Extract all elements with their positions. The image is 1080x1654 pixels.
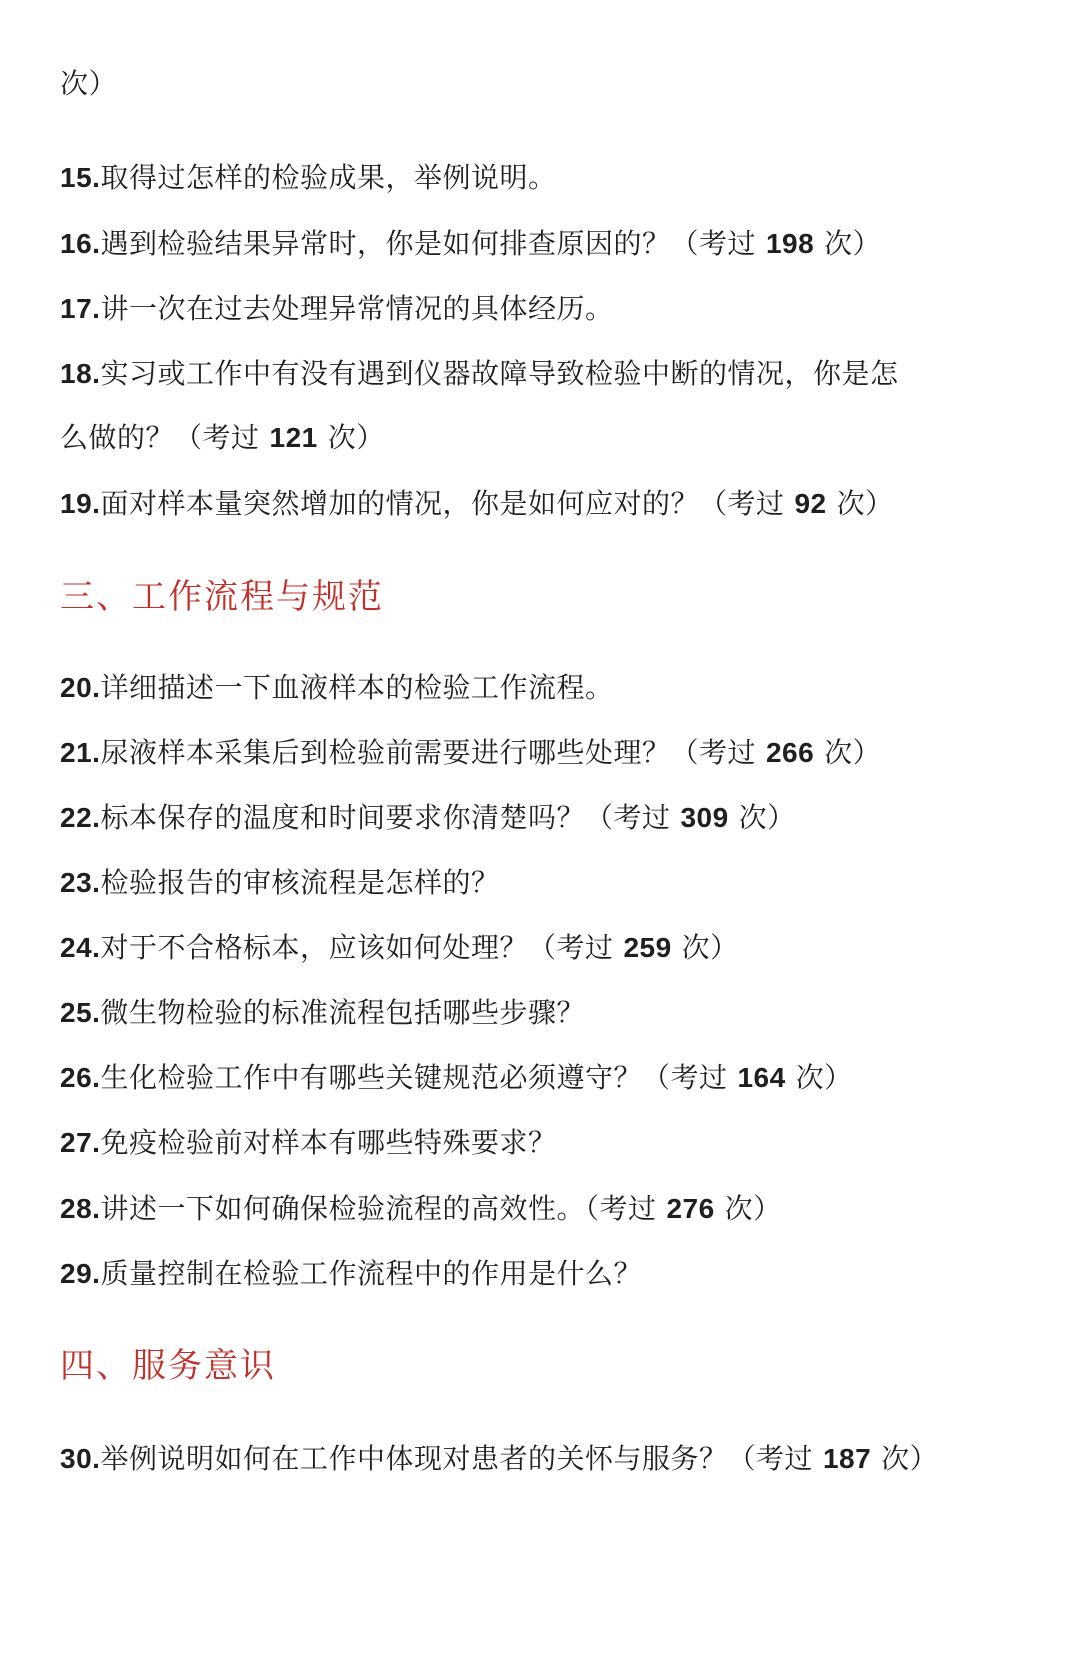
question-23	[60, 863, 1040, 903]
question-number: 26.	[60, 1062, 101, 1093]
exam-count: 92	[794, 488, 827, 519]
question-text: 实习或工作中有没有遇到仪器故障导致检验中断的情况，你是怎	[100, 357, 899, 390]
question-text: 微生物检验的标准流程包括哪些步骤？	[100, 996, 585, 1029]
question-25	[60, 993, 1040, 1033]
question-24	[60, 928, 1040, 968]
question-19	[60, 484, 1040, 524]
question-text: 免疫检验前对样本有哪些特殊要求？	[100, 1126, 557, 1159]
question-number: 25.	[60, 997, 101, 1028]
exam-count-tail: 次）	[836, 487, 894, 520]
question-number: 24.	[60, 932, 101, 963]
question-17	[60, 289, 1040, 329]
exam-count: 198	[765, 228, 815, 259]
question-text: 标本保存的温度和时间要求你清楚吗？（考过	[100, 801, 671, 834]
question-29	[60, 1254, 1040, 1294]
question-text: 取得过怎样的检验成果，举例说明。	[100, 161, 557, 194]
exam-count-tail: 次）	[824, 736, 882, 769]
question-text: 详细描述一下血液样本的检验工作流程。	[100, 671, 614, 704]
question-text: 遇到检验结果异常时，你是如何排查原因的？（考过	[100, 227, 756, 260]
exam-count: 276	[666, 1193, 715, 1224]
question-text: 讲述一下如何确保检验流程的高效性。（考过	[100, 1192, 657, 1225]
question-text: 生化检验工作中有哪些关键规范必须遵守？（考过	[100, 1061, 728, 1094]
question-number: 20.	[60, 672, 101, 703]
exam-count-tail: 次）	[327, 421, 385, 454]
exam-count: 187	[822, 1443, 872, 1474]
exam-count: 309	[680, 802, 729, 833]
question-text: 举例说明如何在工作中体现对患者的关怀与服务？（考过	[100, 1442, 813, 1475]
exam-count-tail: 次）	[724, 1192, 782, 1225]
question-text: 么做的？（考过	[60, 421, 260, 454]
question-number: 19.	[60, 488, 101, 519]
question-20	[60, 668, 1040, 708]
continuation-text	[60, 64, 1040, 104]
question-number: 23.	[60, 867, 101, 898]
question-28	[60, 1189, 1040, 1229]
question-number: 30.	[60, 1443, 101, 1474]
question-16	[60, 224, 1040, 264]
question-26	[60, 1058, 1040, 1098]
question-text: 尿液样本采集后到检验前需要进行哪些处理？（考过	[100, 736, 756, 769]
continuation-label: 次）	[60, 67, 118, 100]
question-22	[60, 798, 1040, 838]
question-number: 21.	[60, 737, 101, 768]
question-text: 对于不合格标本，应该如何处理？（考过	[100, 931, 614, 964]
question-number: 18.	[60, 358, 101, 389]
section-heading-3: 三、工作流程与规范	[60, 577, 384, 617]
question-18-continued	[60, 418, 1040, 458]
exam-count: 164	[737, 1062, 786, 1093]
section-heading-4: 四、服务意识	[60, 1346, 276, 1386]
question-27	[60, 1123, 1040, 1163]
question-18	[60, 354, 1040, 394]
exam-count-tail: 次）	[681, 931, 739, 964]
question-number: 15.	[60, 162, 101, 193]
question-number: 27.	[60, 1127, 101, 1158]
exam-count-tail: 次）	[738, 801, 796, 834]
exam-count-tail: 次）	[795, 1061, 853, 1094]
question-15	[60, 158, 1040, 198]
exam-count: 121	[269, 422, 318, 453]
question-number: 29.	[60, 1258, 101, 1289]
exam-count-tail: 次）	[881, 1442, 939, 1475]
exam-count: 259	[623, 932, 672, 963]
question-number: 28.	[60, 1193, 101, 1224]
question-30	[60, 1439, 1040, 1479]
question-21	[60, 733, 1040, 773]
exam-count-tail: 次）	[824, 227, 882, 260]
question-number: 17.	[60, 293, 101, 324]
question-text: 质量控制在检验工作流程中的作用是什么？	[100, 1257, 642, 1290]
question-text: 讲一次在过去处理异常情况的具体经历。	[100, 292, 614, 325]
question-text: 面对样本量突然增加的情况，你是如何应对的？（考过	[100, 487, 785, 520]
question-number: 16.	[60, 228, 101, 259]
question-number: 22.	[60, 802, 101, 833]
question-text: 检验报告的审核流程是怎样的？	[100, 866, 500, 899]
exam-count: 266	[765, 737, 815, 768]
